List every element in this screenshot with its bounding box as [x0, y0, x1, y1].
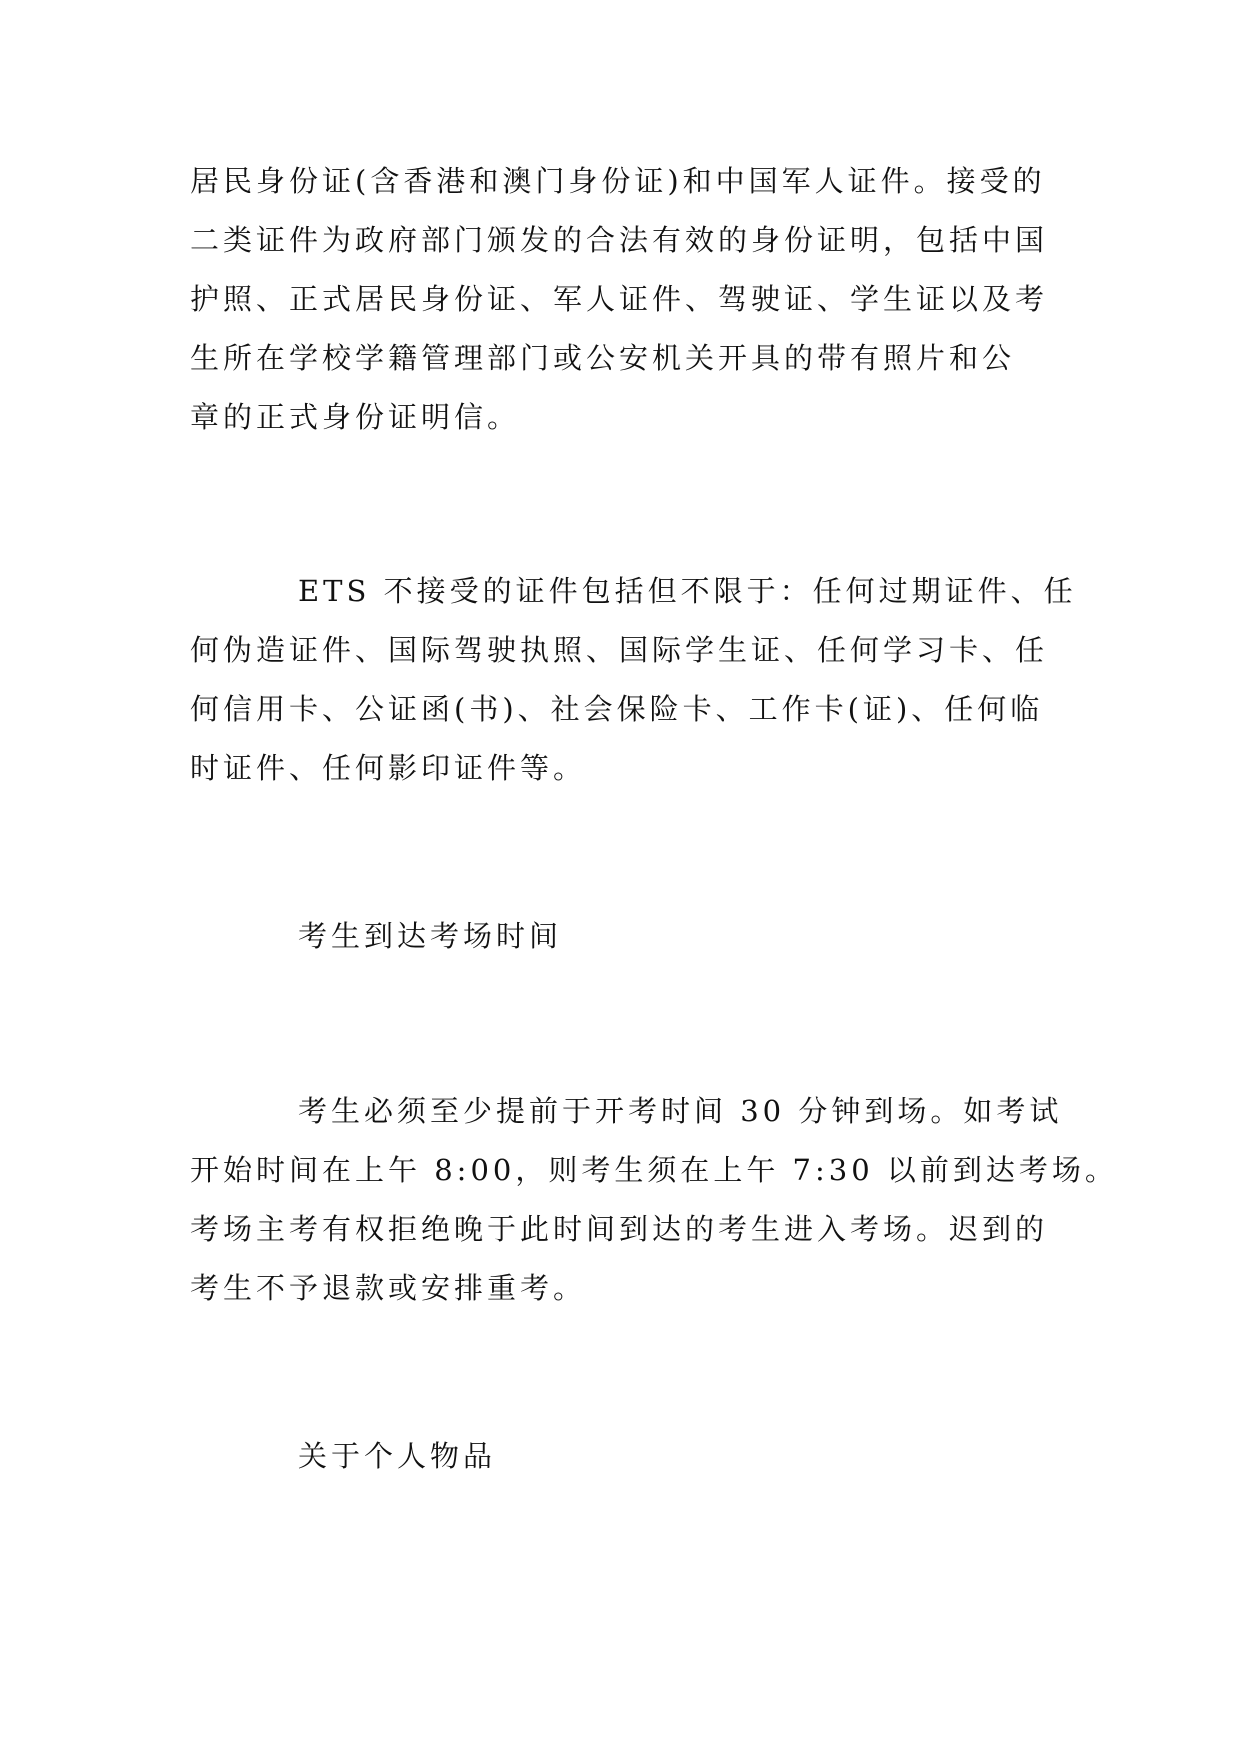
- paragraph-rejected-ids: [190, 562, 1077, 798]
- paragraph-line: 何信用卡、公证函(书)、社会保险卡、工作卡(证)、任何临: [190, 692, 1044, 726]
- paragraph-line: 生所在学校学籍管理部门或公安机关开具的带有照片和公: [190, 341, 1016, 375]
- paragraph-accepted-ids: [190, 152, 1060, 447]
- paragraph-line: 考生不予退款或安排重考。: [190, 1271, 587, 1305]
- paragraph-line: 二类证件为政府部门颁发的合法有效的身份证明，包括中国: [190, 223, 1049, 257]
- section-heading-arrival-time: [190, 907, 1060, 966]
- paragraph-line: 护照、正式居民身份证、军人证件、驾驶证、学生证以及考: [190, 282, 1049, 316]
- heading-line: 关于个人物品: [298, 1439, 497, 1473]
- paragraph-line: 考生必须至少提前于开考时间 30 分钟到场。如考试: [298, 1094, 1063, 1128]
- paragraph-arrival-rules: [190, 1082, 1118, 1318]
- paragraph-line: 何伪造证件、国际驾驶执照、国际学生证、任何学习卡、任: [190, 633, 1049, 667]
- paragraph-line: 考场主考有权拒绝晚于此时间到达的考生进入考场。迟到的: [190, 1212, 1049, 1246]
- paragraph-line: 章的正式身份证明信。: [190, 400, 521, 434]
- heading-line: 考生到达考场时间: [298, 919, 563, 953]
- paragraph-line: 时证件、任何影印证件等。: [190, 751, 587, 785]
- paragraph-line: 开始时间在上午 8:00，则考生须在上午 7:30 以前到达考场。: [190, 1153, 1118, 1187]
- paragraph-line: 居民身份证(含香港和澳门身份证)和中国军人证件。接受的: [190, 164, 1046, 198]
- section-heading-personal-items: [190, 1427, 1060, 1486]
- paragraph-line: ETS 不接受的证件包括但不限于：任何过期证件、任: [298, 574, 1077, 608]
